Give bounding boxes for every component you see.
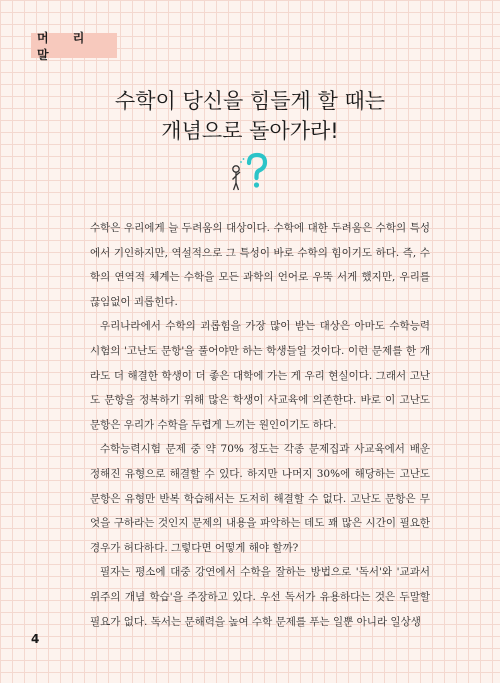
paragraph: 우리나라에서 수학의 괴롭힘을 가장 많이 받는 대상은 아마도 수학능력시험의 '고난도 문항'을 풀어야만 하는 학생들일 것이다. 이런 문제를 한 개라도 더 해결한 학생이 더 좋은 대학에 가는 게 우리 현실이다. 그래서 고난도 문항을 정복하기 위해 많은 학생이 사교육에 의존한다. 바로 이 고난도 문항은 우리가 수학을 두렵게 느끼는 원인이기도 하다. bbox=[90, 320, 430, 431]
thinking-person-question-mark-icon bbox=[227, 152, 273, 192]
section-tab-label: 머 리 말 bbox=[37, 30, 95, 62]
headline-line-2: 개념으로 돌아가라! bbox=[161, 119, 339, 143]
chapter-headline bbox=[0, 86, 500, 146]
headline-line-1: 수학이 당신을 힘들게 할 때는 bbox=[114, 89, 386, 113]
preface-body bbox=[90, 216, 430, 634]
section-tab bbox=[31, 30, 117, 62]
paragraph: 수학은 우리에게 늘 두려움의 대상이다. 수학에 대한 두려움은 수학의 특성에서 기인하지만, 역설적으로 그 특성이 바로 수학의 힘이기도 하다. 즉, 수학의 연역적 체계는 수학을 모든 과학의 언어로 우뚝 서게 했지만, 우리를 끊임없이 괴롭힌다. bbox=[90, 222, 430, 308]
paragraph: 수학능력시험 문제 중 약 70% 정도는 각종 문제집과 사교육에서 배운 정해진 유형으로 해결할 수 있다. 하지만 나머지 30%에 해당하는 고난도 문항은 유형만 반복 학습해서는 도저히 해결할 수 없다. 고난도 문항은 무엇을 구하라는 것인지 문제의 내용을 파악하는 데도 꽤 많은 시간이 필요한 경우가 허다하다. 그렇다면 어떻게 해야 할까? bbox=[90, 443, 430, 554]
page-number: 4 bbox=[31, 632, 40, 646]
paragraph: 필자는 평소에 대중 강연에서 수학을 잘하는 방법으로 '독서'와 '교과서 위주의 개념 학습'을 주장하고 있다. 우선 독서가 유용하다는 것은 두말할 필요가 없다. 독서는 문해력을 높여 수학 문제를 푸는 일뿐 아니라 일상생 bbox=[90, 566, 430, 628]
